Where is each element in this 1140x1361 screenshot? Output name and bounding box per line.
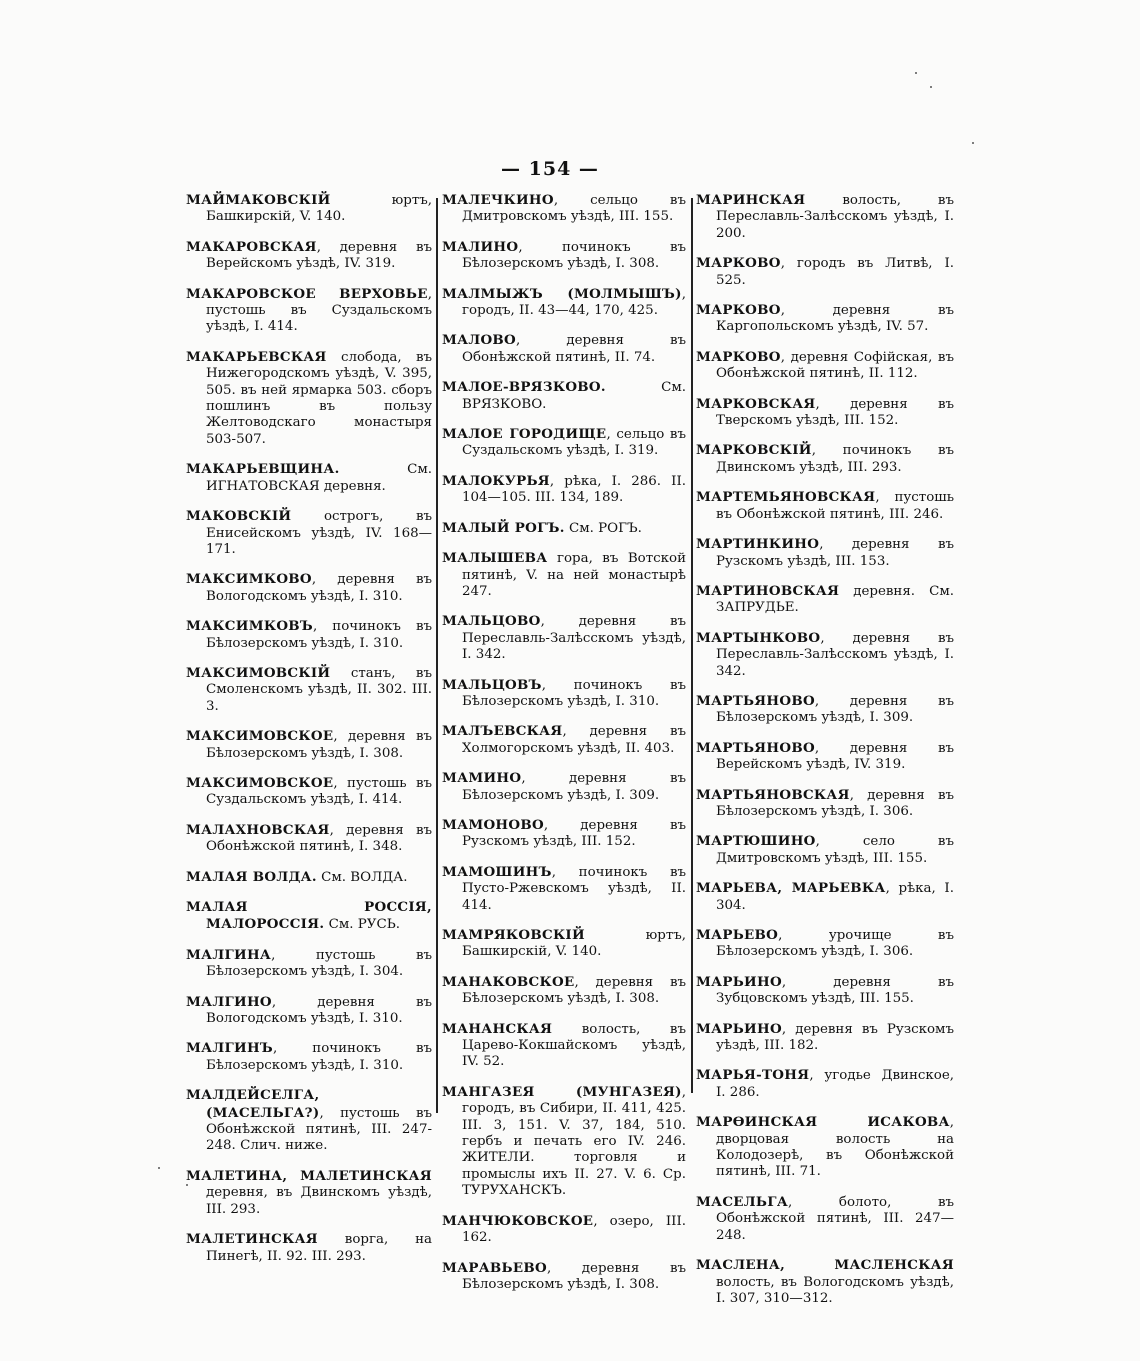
index-entry xyxy=(442,192,686,226)
index-entry xyxy=(696,833,954,867)
index-entry xyxy=(442,1213,686,1247)
entry-headword: МАЛЬЦОВО xyxy=(442,613,541,630)
entry-text: , пустошь въ Обонѣжской пятинѣ, III. 246. xyxy=(716,490,954,522)
entry-headword: МАКОВСКІЙ xyxy=(186,508,292,525)
entry-headword: МАЛОЕ ГОРОДИЩЕ xyxy=(442,426,607,443)
entry-text: , деревня въ Вологодскомъ уѣздѣ, I. 310. xyxy=(206,572,432,604)
entry-headword: МАЛЪЕВСКАЯ xyxy=(442,723,563,740)
entry-headword: МАРТИНОВСКАЯ xyxy=(696,582,840,599)
index-entry xyxy=(442,332,686,366)
index-entry xyxy=(186,618,432,652)
index-entry xyxy=(696,974,954,1008)
entry-text: См. РОГЪ. xyxy=(564,520,642,536)
index-entry xyxy=(186,192,432,226)
entry-headword: МАРАВЬЕВО xyxy=(442,1259,547,1276)
index-entry xyxy=(186,461,432,495)
entry-headword: МАЛЕТИНА, МАЛЕТИНСКАЯ xyxy=(186,1167,432,1184)
entry-headword: МАЛИНО xyxy=(442,238,519,255)
entry-text: , городъ въ Литвѣ, I. 525. xyxy=(716,256,954,288)
index-entry xyxy=(696,630,954,680)
entry-text: ворга, на Пинегѣ, II. 92. III. 293. xyxy=(206,1232,432,1264)
entry-text: слобода, въ Нижегородскомъ уѣздѣ, V. 395, 505. въ ней ярмарка 503. сборъ пошлинъ въ пользу Желтоводскаго монастыря 503-507. xyxy=(206,349,432,447)
entry-headword: МАКАРЬЕВЩИНА. xyxy=(186,461,340,478)
entry-headword: МАЛОКУРЬЯ xyxy=(442,472,550,489)
page-number: — 154 — xyxy=(501,158,599,180)
print-speck xyxy=(915,72,917,74)
entry-text: , деревня въ Переславль-Залѣсскомъ уѣздѣ, I. 342. xyxy=(462,614,686,663)
entry-text: , городъ, въ Сибири, II. 411, 425. III. 3, 151. V. 37, 184, 510. гербъ и печать его IV. 246. ЖИТЕЛИ. торговля и промыслы ихъ II. 27. V. 6. Ср. ТУРУХАНСКЪ. xyxy=(462,1084,686,1199)
entry-headword: МАРКОВСКІЙ xyxy=(696,442,812,459)
entry-headword: МАЛМЫЖЪ (МОЛМЫШЪ) xyxy=(442,285,682,302)
entry-headword: МАЛЬЦОВЪ xyxy=(442,676,542,693)
entry-headword: МАРѲИНСКАЯ ИСАКОВА xyxy=(696,1114,950,1131)
entry-text: , починокъ въ Бѣлозерскомъ уѣздѣ, I. 310. xyxy=(206,1041,432,1073)
entry-headword: МАРТИНКИНО xyxy=(696,536,820,553)
entry-headword: МАРКОВО xyxy=(696,302,781,319)
entry-headword: МАЛОЕ-ВРЯЗКОВО. xyxy=(442,379,606,396)
column-divider xyxy=(691,198,693,1093)
entry-headword: МАРЬИНО xyxy=(696,973,782,990)
entry-headword: МАРЬЯ-ТОНЯ xyxy=(696,1067,810,1084)
entry-headword: МАСЕЛЬГА xyxy=(696,1193,789,1210)
entry-text: , село въ Дмитровскомъ уѣздѣ, III. 155. xyxy=(716,834,954,866)
entry-text: , деревня Софійская, въ Обонѣжской пятинѣ, II. 112. xyxy=(716,349,954,382)
entry-text: , деревня въ Бѣлозерскомъ уѣздѣ, I. 309. xyxy=(716,693,954,726)
entry-headword: МАРКОВО xyxy=(696,255,781,272)
entry-text: острогъ, въ Енисейскомъ уѣздѣ, IV. 168—171. xyxy=(206,509,432,557)
index-entry xyxy=(442,550,686,600)
entry-headword: МАРТЫНКОВО xyxy=(696,629,821,646)
entry-text: , урочище въ Бѣлозерскомъ уѣздѣ, I. 306. xyxy=(716,928,954,960)
entry-text: , деревня въ Зубцовскомъ уѣздѣ, III. 155. xyxy=(716,974,954,1007)
index-entry xyxy=(696,1114,954,1181)
entry-headword: МАРЬИНО xyxy=(696,1020,782,1037)
entry-text: волость, въ Вологодскомъ уѣздѣ, I. 307, 310—312. xyxy=(716,1274,954,1306)
entry-headword: МАРТЬЯНОВО xyxy=(696,692,815,709)
entry-headword: МАЛЕЧКИНО xyxy=(442,192,554,208)
index-entry xyxy=(186,1168,432,1218)
entry-headword: МАЛГИНА xyxy=(186,946,272,963)
index-entry xyxy=(696,880,954,914)
entry-headword: МАРТЬЯНОВО xyxy=(696,739,815,756)
column-middle xyxy=(442,192,686,1306)
entry-headword: МАЛЕТИНСКАЯ xyxy=(186,1231,318,1248)
index-entry xyxy=(442,927,686,961)
index-entry xyxy=(186,1231,432,1265)
entry-text: деревня, въ Двинскомъ уѣздѣ, III. 293. xyxy=(206,1185,432,1217)
entry-text: , деревня въ Обонѣжской пятинѣ, I. 348. xyxy=(206,822,432,855)
index-entry xyxy=(442,723,686,757)
entry-text: , сельцо въ Суздальскомъ уѣздѣ, I. 319. xyxy=(462,427,686,459)
entry-text: , деревня въ Бѣлозерскомъ уѣздѣ, I. 308. xyxy=(462,974,686,1007)
entry-headword: МАРКОВСКАЯ xyxy=(696,395,816,412)
entry-headword: МАЛАЯ РОССІЯ, МАЛОРОССІЯ. xyxy=(186,899,432,933)
entry-text: , починокъ въ Бѣлозерскомъ уѣздѣ, I. 308. xyxy=(462,239,686,272)
entry-text: юртъ, Башкирскій, V. 140. xyxy=(462,928,686,960)
index-entry xyxy=(186,571,432,605)
index-entry xyxy=(186,775,432,809)
index-entry xyxy=(696,787,954,821)
entry-headword: МАМИНО xyxy=(442,770,522,787)
index-entry xyxy=(696,740,954,774)
column-left xyxy=(186,192,432,1278)
entry-headword: МАРТЬЯНОВСКАЯ xyxy=(696,786,850,803)
entry-text: , починокъ въ Бѣлозерскомъ уѣздѣ, I. 310. xyxy=(462,677,686,709)
entry-headword: МАРЬЕВО xyxy=(696,927,779,943)
index-entry xyxy=(696,693,954,727)
index-entry xyxy=(442,286,686,320)
entry-headword: МАРТЕМЬЯНОВСКАЯ xyxy=(696,489,876,506)
entry-headword: МАЙМАКОВСКІЙ xyxy=(186,192,331,208)
entry-headword: МАКАРЬЕВСКАЯ xyxy=(186,348,327,365)
entry-text: , деревня въ Каргопольскомъ уѣздѣ, IV. 57. xyxy=(716,303,954,335)
entry-headword: МАРИНСКАЯ xyxy=(696,192,806,208)
index-entry xyxy=(442,974,686,1008)
index-entry xyxy=(696,1257,954,1307)
index-entry xyxy=(186,1087,432,1155)
index-entry xyxy=(442,1260,686,1294)
column-right xyxy=(696,192,954,1320)
entry-headword: МАЛГИНО xyxy=(186,993,272,1010)
entry-text: , рѣка, I. 304. xyxy=(716,881,954,913)
index-entry xyxy=(696,396,954,430)
index-entry xyxy=(186,239,432,273)
index-entry xyxy=(186,1040,432,1074)
entry-headword: МАРКОВО xyxy=(696,348,781,365)
entry-text: станъ, въ Смоленскомъ уѣздѣ, II. 302. III. 3. xyxy=(206,665,432,714)
entry-text: , пустошь въ Суздальскомъ уѣздѣ, I. 414. xyxy=(206,775,432,808)
index-entry xyxy=(442,613,686,663)
entry-text: , деревня въ Рузскомъ уѣздѣ, III. 152. xyxy=(462,817,686,850)
entry-text: , деревня въ Вологодскомъ уѣздѣ, I. 310. xyxy=(206,994,432,1027)
index-entry xyxy=(696,1194,954,1244)
index-entry xyxy=(696,927,954,961)
entry-text: волость, въ Переславль-Залѣсскомъ уѣздѣ, I. 200. xyxy=(716,193,954,241)
entry-text: , пустошь въ Суздальскомъ уѣздѣ, I. 414. xyxy=(206,286,432,335)
print-speck xyxy=(186,1184,188,1186)
index-entry xyxy=(442,1084,686,1200)
entry-text: , деревня въ Верейскомъ уѣздѣ, IV. 319. xyxy=(206,239,432,272)
entry-text: См. ВРЯЗКОВО. xyxy=(462,380,686,412)
index-entry xyxy=(696,489,954,523)
index-entry xyxy=(186,508,432,558)
entry-headword: МАКАРОВСКОЕ ВЕРХОВЬЕ xyxy=(186,285,428,302)
entry-headword: МАКСИМКОВЪ xyxy=(186,618,314,635)
entry-text: , деревня въ Бѣлозерскомъ уѣздѣ, I. 308. xyxy=(462,1260,686,1292)
print-speck xyxy=(158,1167,160,1169)
entry-text: , деревня въ Обонѣжской пятинѣ, II. 74. xyxy=(462,333,686,365)
index-entry xyxy=(442,426,686,460)
index-entry xyxy=(442,239,686,273)
index-entry xyxy=(186,947,432,981)
entry-text: , болото, въ Обонѣжской пятинѣ, III. 247—248. xyxy=(716,1194,954,1243)
entry-text: , деревня въ Верейскомъ уѣздѣ, IV. 319. xyxy=(716,740,954,773)
entry-headword: МАКСИМКОВО xyxy=(186,571,312,588)
entry-headword: МАМОНОВО xyxy=(442,816,544,833)
entry-text: , деревня въ Переславль-Залѣсскомъ уѣздѣ, I. 342. xyxy=(716,630,954,679)
entry-headword: МАРТЮШИНО xyxy=(696,833,816,850)
index-entry xyxy=(696,1021,954,1055)
entry-headword: МАНГАЗЕЯ (МУНГАЗЕЯ) xyxy=(442,1083,682,1100)
index-entry xyxy=(186,822,432,856)
entry-headword: МАЛЫШЕВА xyxy=(442,550,548,567)
entry-text: , починокъ въ Бѣлозерскомъ уѣздѣ, I. 310. xyxy=(206,619,432,651)
entry-text: волость, въ Царево-Кокшайскомъ уѣздѣ, IV. 52. xyxy=(462,1021,686,1070)
entry-headword: МАЛОВО xyxy=(442,332,517,349)
index-entry xyxy=(442,770,686,804)
entry-text: , дворцовая волость на Колодозерѣ, въ Обонѣжской пятинѣ, III. 71. xyxy=(716,1115,954,1180)
print-speck xyxy=(972,142,974,144)
entry-headword: МАЛДЕЙСЕЛГА, (МАСЕЛЬГА?) xyxy=(186,1087,320,1121)
entry-text: , озеро, III. 162. xyxy=(462,1213,686,1246)
entry-text: , починокъ въ Пусто-Ржевскомъ уѣздѣ, II. 414. xyxy=(462,864,686,913)
index-entry xyxy=(186,869,432,886)
index-entry xyxy=(696,255,954,289)
index-entry xyxy=(186,665,432,715)
entry-text: деревня. См. ЗАПРУДЬЕ. xyxy=(716,583,954,616)
entry-headword: МАЛГИНЪ xyxy=(186,1040,274,1057)
index-entry xyxy=(442,1021,686,1071)
entry-text: , починокъ въ Двинскомъ уѣздѣ, III. 293. xyxy=(716,443,954,475)
entry-text: См. ВОЛДА. xyxy=(316,869,408,885)
index-entry xyxy=(442,864,686,914)
entry-text: , деревня въ Тверскомъ уѣздѣ, III. 152. xyxy=(716,396,954,429)
entry-headword: МАМОШИНЪ xyxy=(442,863,552,880)
entry-text: , сельцо въ Дмитровскомъ уѣздѣ, III. 155. xyxy=(462,193,686,225)
entry-text: , пустошь въ Бѣлозерскомъ уѣздѣ, I. 304. xyxy=(206,947,432,980)
entry-headword: МАСЛЕНА, МАСЛЕНСКАЯ xyxy=(696,1257,954,1274)
entry-headword: МАНЧЮКОВСКОЕ xyxy=(442,1212,594,1229)
index-entry xyxy=(696,583,954,617)
entry-text: , рѣка, I. 286. II. 104—105. III. 134, 189. xyxy=(462,473,686,506)
index-entry xyxy=(442,379,686,413)
index-columns xyxy=(186,192,962,1306)
entry-headword: МАНАКОВСКОЕ xyxy=(442,973,575,990)
index-entry xyxy=(442,520,686,537)
index-entry xyxy=(696,192,954,242)
entry-text: , деревня въ Рузскомъ уѣздѣ, III. 182. xyxy=(716,1021,954,1054)
index-entry xyxy=(186,728,432,762)
entry-headword: МАКАРОВСКАЯ xyxy=(186,238,317,255)
entry-headword: МАМРЯКОВСКІЙ xyxy=(442,927,585,943)
entry-text: , деревня въ Бѣлозерскомъ уѣздѣ, I. 306. xyxy=(716,787,954,819)
entry-text: , угодье Двинское, I. 286. xyxy=(716,1068,954,1100)
index-entry xyxy=(186,994,432,1028)
entry-headword: МАЛЫЙ РОГЪ. xyxy=(442,519,565,536)
index-entry xyxy=(186,349,432,448)
index-entry xyxy=(442,677,686,711)
column-divider xyxy=(436,198,438,1113)
index-entry xyxy=(186,899,432,934)
index-entry xyxy=(696,1067,954,1101)
entry-text: , деревня въ Бѣлозерскомъ уѣздѣ, I. 308. xyxy=(206,729,432,761)
index-entry xyxy=(442,473,686,507)
entry-text: , деревня въ Бѣлозерскомъ уѣздѣ, I. 309. xyxy=(462,771,686,803)
entry-text: гора, въ Вотской пятинѣ, V. на ней монастырѣ 247. xyxy=(462,551,686,599)
index-entry xyxy=(696,349,954,383)
index-entry xyxy=(696,302,954,336)
index-entry xyxy=(696,442,954,476)
entry-headword: МАКСИМОВСКОЕ xyxy=(186,728,334,745)
entry-headword: МАРЬЕВА, МАРЬЕВКА xyxy=(696,880,886,897)
index-entry xyxy=(696,536,954,570)
entry-text: , деревня въ Холмогорскомъ уѣздѣ, II. 403. xyxy=(462,724,686,756)
entry-headword: МАКСИМОВСКОЕ xyxy=(186,774,334,791)
entry-text: , деревня въ Рузскомъ уѣздѣ, III. 153. xyxy=(716,537,954,569)
entry-headword: МАЛАХНОВСКАЯ xyxy=(186,821,330,838)
entry-text: , пустошь въ Обонѣжской пятинѣ, III. 247-248. Слич. ниже. xyxy=(206,1105,432,1154)
entry-text: См. ИГНАТОВСКАЯ деревня. xyxy=(206,462,432,494)
entry-headword: МАНАНСКАЯ xyxy=(442,1020,553,1037)
entry-text: См. РУСЬ. xyxy=(324,917,400,933)
print-speck xyxy=(930,86,932,88)
entry-text: юртъ, Башкирскій, V. 140. xyxy=(206,193,432,225)
index-entry xyxy=(186,286,432,336)
entry-text: , городъ, II. 43—44, 170, 425. xyxy=(462,286,686,319)
entry-headword: МАЛАЯ ВОЛДА. xyxy=(186,868,317,885)
index-entry xyxy=(442,817,686,851)
entry-headword: МАКСИМОВСКІЙ xyxy=(186,664,331,681)
